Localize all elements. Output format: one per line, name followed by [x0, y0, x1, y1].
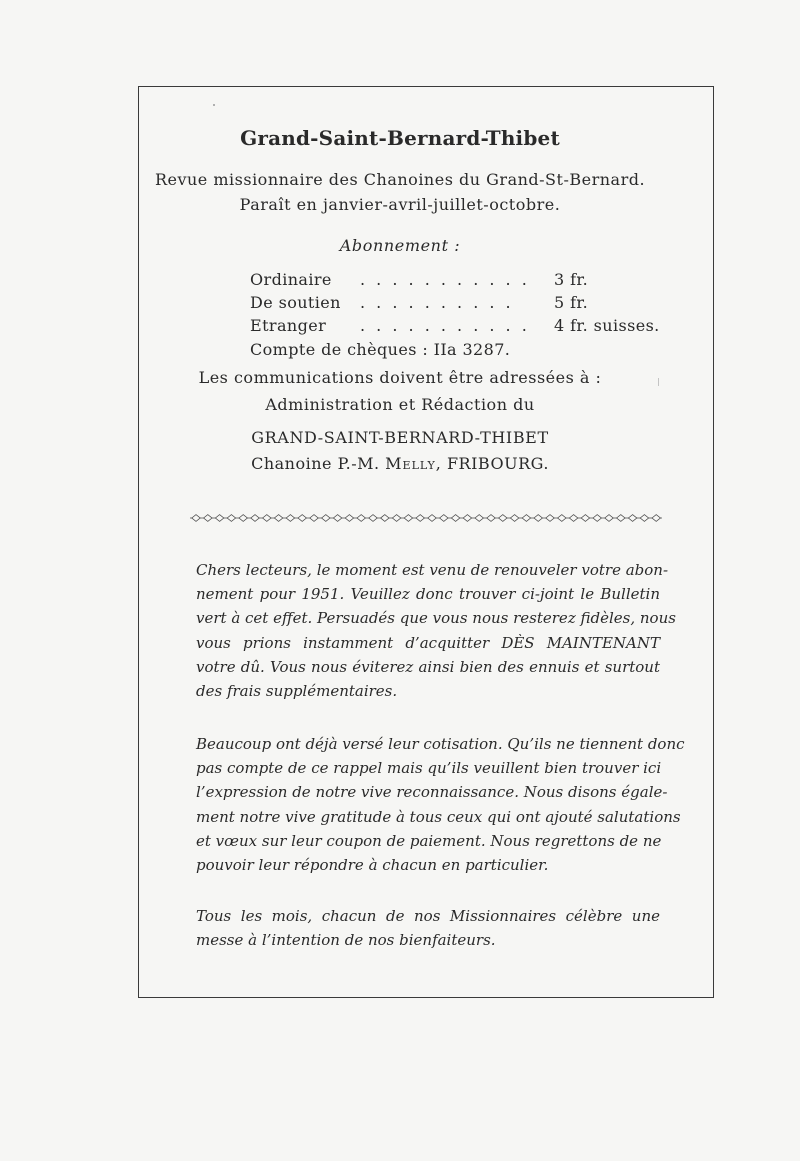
- paragraph-line: messe à l’intention de nos bienfaiteurs.: [196, 931, 496, 950]
- ornament-diamond: [404, 515, 412, 522]
- ornament-diamond: [369, 515, 377, 522]
- ornament-diamond: [192, 515, 200, 522]
- ornamental-divider: [190, 511, 662, 525]
- ornament-diamond: [333, 515, 341, 522]
- ornament-diamond: [274, 515, 282, 522]
- ornament-diamond: [239, 515, 247, 522]
- rate-leader-dots: . . . . . . . . . .: [360, 293, 514, 312]
- rate-price: 5 fr.: [554, 293, 589, 312]
- ornament-diamond: [227, 515, 235, 522]
- paragraph-line: des frais supplémentaires.: [196, 682, 398, 701]
- paragraph-line: Chers lecteurs, le moment est venu de renouveler votre abon-: [196, 561, 669, 579]
- ornament-diamond: [310, 515, 318, 522]
- address-city: , FRIBOURG.: [435, 454, 549, 473]
- publication-subtitle: Revue missionnaire des Chanoines du Grand-St-Bernard.: [154, 170, 646, 189]
- paragraph-line: ment notre vive gratitude à tous ceux qui ont ajouté salutations: [196, 807, 681, 826]
- ornament-diamond: [617, 515, 625, 522]
- ornament-diamond: [345, 515, 353, 522]
- postal-address: [0, 454, 800, 473]
- paragraph-line: pas compte de ce rappel mais qu’ils veuillent bien trouver ici: [196, 759, 662, 778]
- rate-label: De soutien: [250, 293, 341, 312]
- ornament-diamond: [416, 515, 424, 522]
- ornament-diamond: [605, 515, 613, 522]
- ornament-diamond: [510, 515, 518, 522]
- ornament-diamond: [322, 515, 330, 522]
- ornament-diamond: [558, 515, 566, 522]
- ornament-diamond: [357, 515, 365, 522]
- subscription-rates: [250, 270, 670, 339]
- ornament-diamond: [428, 515, 436, 522]
- ornament-diamond: [487, 515, 495, 522]
- ornament-diamond: [569, 515, 577, 522]
- ornament-diamond: [251, 515, 259, 522]
- ornament-diamond: [522, 515, 530, 522]
- paper-mark: [658, 378, 659, 386]
- paragraph-line: pouvoir leur répondre à chacun en particulier.: [196, 856, 549, 875]
- paragraph-line: votre dû. Vous nous éviterez ainsi bien des ennuis et surtout: [196, 657, 660, 676]
- ornament-diamond: [463, 515, 471, 522]
- ornament-diamond: [440, 515, 448, 522]
- ornament-diamond: [499, 515, 507, 522]
- ornament-diamond: [215, 515, 223, 522]
- rate-row: [250, 270, 670, 293]
- administration-line: Administration et Rédaction du: [265, 395, 535, 414]
- publication-name-caps: GRAND-SAINT-BERNARD-THIBET: [251, 428, 549, 447]
- ornament-diamond: [286, 515, 294, 522]
- ornament-diamond: [546, 515, 554, 522]
- ornament-diamond: [204, 515, 212, 522]
- ornament-diamond: [475, 515, 483, 522]
- ornament-diamond: [581, 515, 589, 522]
- paragraph-line: et vœux sur leur coupon de paiement. Nous regrettons de ne: [196, 831, 662, 850]
- paragraph-line: nement pour 1951. Veuillez donc trouver ci-joint le Bulletin: [196, 585, 660, 604]
- subscription-heading: Abonnement :: [339, 236, 461, 255]
- rate-price: 4 fr. suisses.: [554, 316, 660, 335]
- paragraph-renewal: [196, 558, 676, 703]
- rate-price: 3 fr.: [554, 270, 589, 289]
- ornament-diamond: [392, 515, 400, 522]
- ornament-diamond: [652, 515, 660, 522]
- paragraph-line: Beaucoup ont déjà versé leur cotisation. Qu’ils ne tiennent donc: [196, 735, 685, 753]
- ornament-pattern: [190, 511, 662, 525]
- paragraph-line: Tous les mois, chacun de nos Missionnaires célèbre une: [196, 907, 660, 925]
- ornament-diamond: [451, 515, 459, 522]
- rate-leader-dots: . . . . . . . . . . .: [360, 316, 530, 335]
- ornament-diamond: [298, 515, 306, 522]
- publication-title: Grand-Saint-Bernard-Thibet: [240, 126, 560, 150]
- rate-label: Ordinaire: [250, 270, 332, 289]
- ornament-diamond: [628, 515, 636, 522]
- address-prefix: Chanoine P.-M.: [251, 454, 380, 473]
- cheque-account: Compte de chèques : IIa 3287.: [250, 340, 511, 359]
- communications-intro: Les communications doivent être adressées à :: [198, 368, 602, 387]
- paragraph-line: vert à cet effet. Persuadés que vous nous resterez fidèles, nous: [196, 609, 676, 628]
- paragraph-mass: [196, 904, 660, 952]
- address-surname: Melly: [385, 454, 436, 473]
- paragraph-line: l’expression de notre vive reconnaissance. Nous disons égale-: [196, 783, 668, 802]
- publication-frequency: Paraît en janvier-avril-juillet-octobre.: [239, 195, 561, 214]
- rate-leader-dots: . . . . . . . . . . .: [360, 270, 530, 289]
- rate-row: [250, 316, 670, 339]
- paragraph-thanks: [196, 732, 685, 877]
- rate-row: [250, 293, 670, 316]
- rate-label: Etranger: [250, 316, 327, 335]
- ornament-diamond: [534, 515, 542, 522]
- ornament-diamond: [381, 515, 389, 522]
- paper-speck: [213, 104, 215, 106]
- paragraph-line: vous prions instamment d’acquitter DÈS MAINTENANT: [196, 633, 660, 652]
- ornament-diamond: [640, 515, 648, 522]
- ornament-diamond: [263, 515, 271, 522]
- ornament-diamond: [593, 515, 601, 522]
